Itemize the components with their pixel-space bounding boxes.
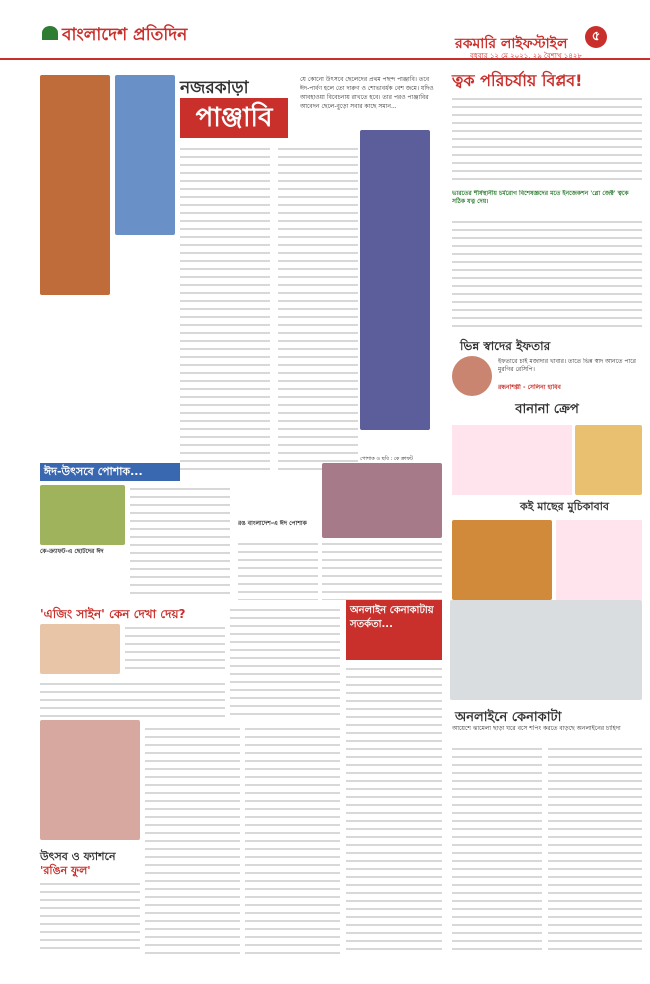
online-body	[452, 745, 542, 955]
eid-body	[322, 540, 442, 600]
skin-deck: ভারতের শীর্ষস্থানীয় চর্মরোগ বিশেষজ্ঞদের মতে ইনজেকশন 'গ্লো জেক্ট' ত্বকে সঠিক যত্ন দেয়।	[452, 190, 629, 205]
food-photo	[452, 520, 552, 600]
model-photo	[115, 75, 175, 235]
online-sub: আয়েশে ঝামেলা ছাড়া ঘরে বসে শপিং করতে বাড়ছে অনলাইনের চাহিদা	[452, 725, 621, 732]
couple-photo	[322, 463, 442, 538]
skin-title: ত্বক পরিচর্যায় বিপ্লব!	[452, 71, 583, 90]
brand-name: রঙ বাংলাদেশ-এ ঈদ পোশাক	[238, 520, 307, 527]
iftar-intro: ইফতারে চাই মজাদার খাবার। তাতে ভিন্ন স্বাদ আনতে পারে মুরগির রেসিপি।	[498, 358, 636, 373]
face-photo	[40, 624, 120, 674]
chef-photo	[452, 356, 492, 396]
shopping-photo	[450, 600, 642, 700]
aging-title: 'এজিং সাইন' কেন দেখা দেয়?	[40, 607, 186, 621]
fashion-body	[245, 725, 340, 955]
skin-body	[452, 218, 642, 328]
fashion-sub: 'রঙিন ফুল'	[40, 864, 91, 877]
brand-name: কে-ক্র্যাফট-এ ছোটদের ঈদ	[40, 548, 104, 555]
fashion-body	[40, 880, 140, 955]
model-photo	[40, 75, 110, 295]
section-title: রকমারি লাইফস্টাইল	[455, 36, 568, 52]
logo-icon	[42, 26, 58, 40]
food-photo	[575, 425, 642, 495]
model-photo	[40, 720, 140, 840]
model-photo	[360, 130, 430, 430]
iftar-title: ভিন্ন স্বাদের ইফতার	[460, 339, 551, 353]
issue-date: বুধবার ১২ মে ২০২১, ২৯ বৈশাখ ১৪২৮	[470, 52, 582, 60]
skin-body	[452, 95, 642, 185]
online-title-2: অনলাইনে কেনাকাটা	[455, 710, 562, 725]
aging-body	[125, 624, 225, 674]
online-body	[548, 745, 642, 955]
panjabi-kicker: নজরকাড়া	[180, 78, 249, 98]
recipe-body	[452, 425, 572, 495]
recipe-body	[556, 520, 642, 600]
recipe-title: কই মাছের মুচিকাবাব	[520, 500, 610, 513]
photo-credit: পোশাক ও ছবি : কে ক্রাফট	[360, 456, 413, 462]
online-body	[346, 665, 442, 955]
kids-photo	[40, 485, 125, 545]
page-number: ৫	[585, 26, 607, 48]
panjabi-intro: যে কোনো উৎসবে ছেলেদের প্রথম পছন্দ পাঞ্জাবি। তবে ঈদ-পার্বণ হলে তো দারুণ ও শোভাবর্ধক বেশ জমে। যদিও আবহাওয়া বিবেচনায় রাখতে হবে। তার পরও পাঞ্জাবির আবেদন ছেলে-বুড়ো সবার কাছে সমান...	[300, 76, 434, 110]
eid-body	[238, 540, 318, 600]
recipe-title: বানানা ক্রেপ	[515, 402, 579, 417]
fashion-body	[145, 725, 240, 955]
eid-body	[130, 485, 230, 600]
online-title: অনলাইন কেনাকাটায় সতর্কতা...	[346, 600, 442, 660]
paper-logo: বাংলাদেশ প্রতিদিন	[62, 25, 188, 45]
chef-name: রন্ধনশিল্পী - সেলিনা হাবিব	[498, 384, 561, 391]
eid-title: ঈদ-উৎসবে পোশাক...	[40, 463, 180, 481]
panjabi-body	[180, 145, 270, 475]
aging-body	[40, 680, 225, 720]
masthead	[0, 0, 650, 60]
fashion-title: উৎসব ও ফ্যাশনে	[40, 850, 116, 863]
aging-body	[230, 606, 340, 716]
panjabi-title: পাঞ্জাবি	[180, 98, 288, 138]
panjabi-body	[278, 145, 358, 475]
